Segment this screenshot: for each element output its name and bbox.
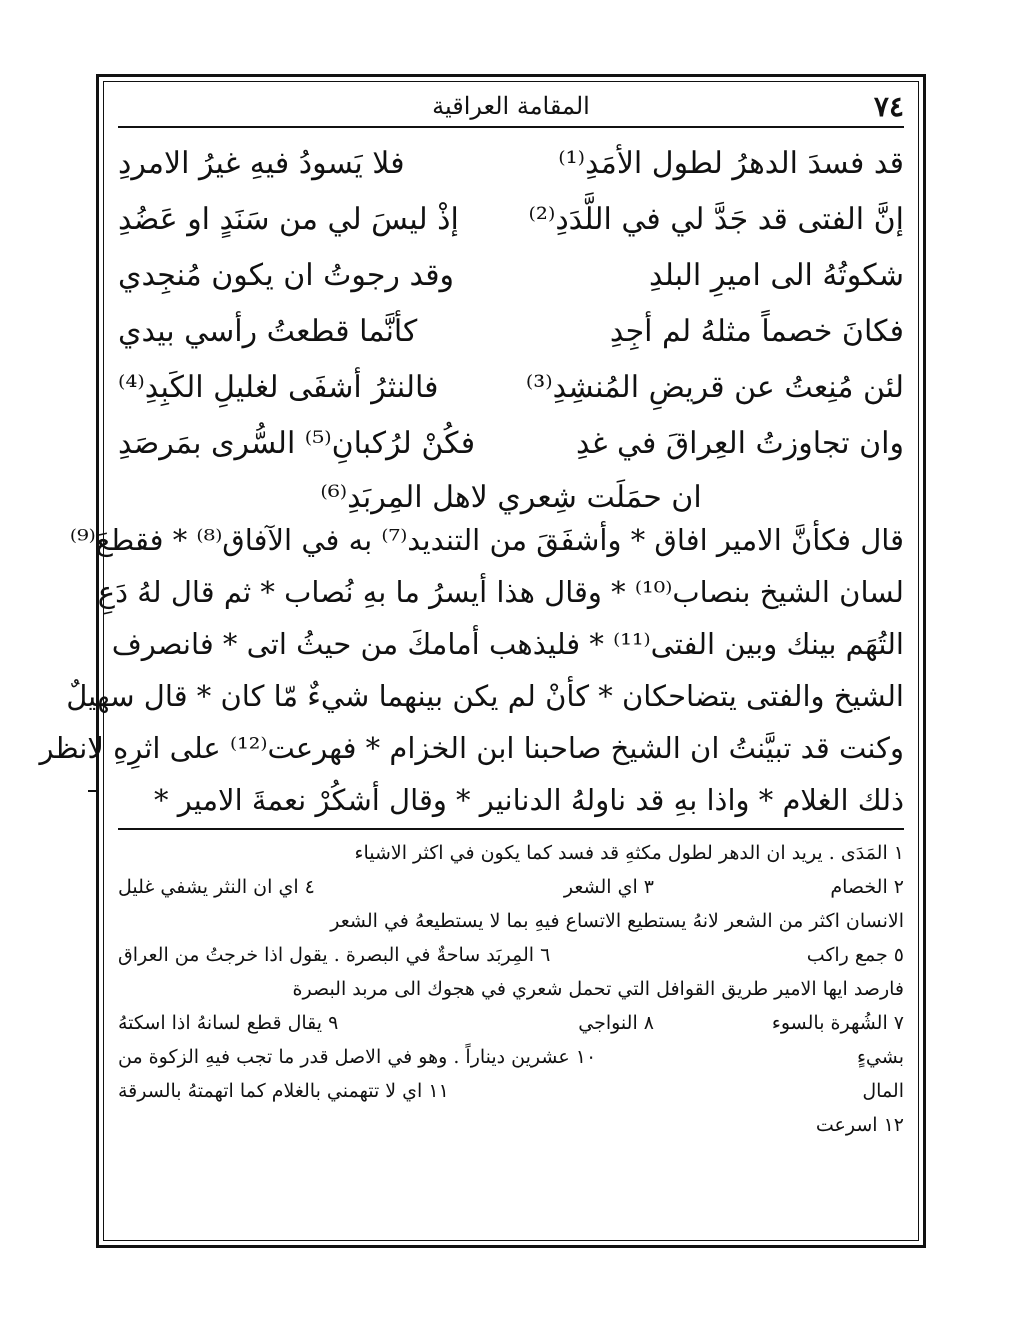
page-header bbox=[118, 84, 904, 128]
verse bbox=[118, 416, 904, 472]
hemistich-first: لئن مُنِعتُ عن قريضِ المُنشِدِ⁽³⁾ bbox=[525, 370, 904, 405]
running-title: المقامة العراقية bbox=[432, 92, 590, 120]
prose-line: التُهَم بينك وبين الفتى⁽¹¹⁾ * فليذهب أمامكَ من حيثُ اتى * فانصرف bbox=[111, 627, 904, 661]
poem bbox=[118, 136, 904, 524]
footnote: ١١ اي لا تتهمني بالغلام كما اتهمتهُ بالسرقة bbox=[118, 1080, 449, 1102]
verse bbox=[118, 304, 904, 360]
footnote: ٥ جمع راكب bbox=[806, 944, 904, 966]
prose-line: ذلك الغلام * واذا بهِ قد ناولهُ الدنانير * وقال أشكُرْ نعمةَ الامير * bbox=[154, 783, 904, 817]
hemistich-second: فلا يَسودُ فيهِ غيرُ الامردِ bbox=[118, 146, 405, 181]
hemistich-second: فكُنْ لرُكبانِ⁽⁵⁾ السُّرى بمَرصَدِ bbox=[118, 426, 476, 461]
hemistich-first: شكوتُهُ الى اميرِ البلدِ bbox=[649, 258, 904, 293]
footnote-line bbox=[118, 972, 904, 1006]
footnote-continuation: الانسان اكثر من الشعر لانهُ يستطيع الاتساع فيهِ بما لا يستطيعهُ في الشعر bbox=[330, 910, 904, 932]
hemistich-first: فكانَ خصماً مثلهُ لم أجِدِ bbox=[609, 314, 904, 349]
final-hemistich: ان حمَلَت شِعري لاهل المِربَدِ⁽⁶⁾ bbox=[320, 480, 702, 515]
footnote-line bbox=[118, 870, 904, 904]
prose-line: وكنت قد تبيَّنتُ ان الشيخ صاحبنا ابن الخزام * فهرعت⁽¹²⁾ على اثرِهِ لانظر bbox=[39, 731, 904, 765]
hemistich-second: فالنثرُ أشفَى لغليلِ الكَبِدِ⁽⁴⁾ bbox=[118, 370, 439, 405]
prose-line: لسان الشيخ بنصاب⁽¹⁰⁾ * وقال هذا أيسرُ ما بهِ نُصاب * ثم قال لهُ دَعِ bbox=[97, 575, 904, 609]
verse bbox=[118, 192, 904, 248]
footnote-line bbox=[118, 1074, 904, 1108]
footnote: ٢ الخصام bbox=[830, 876, 904, 898]
footnote-line bbox=[118, 938, 904, 972]
verse bbox=[118, 248, 904, 304]
footnote-line bbox=[118, 836, 904, 870]
footnotes bbox=[118, 836, 904, 1142]
footnote: ٦ المِربَد ساحةٌ في البصرة . يقول اذا خرجتُ من العراق bbox=[118, 944, 551, 966]
footnote-line bbox=[118, 1006, 904, 1040]
footnote: ٣ اي الشعر bbox=[563, 876, 654, 898]
footnote: ٨ النواجي bbox=[578, 1012, 654, 1034]
hemistich-first: إنَّ الفتى قد جَدَّ لي في اللَّدَدِ⁽²⁾ bbox=[528, 202, 904, 237]
footnote: ١٢ اسرعت bbox=[815, 1114, 904, 1136]
footnote-divider bbox=[118, 828, 904, 830]
book-page bbox=[39, 84, 904, 1234]
footnote-line bbox=[118, 1108, 904, 1142]
hemistich-first: قد فسدَ الدهرُ لطول الأمَدِ⁽¹⁾ bbox=[558, 146, 904, 181]
footnote-line bbox=[118, 904, 904, 938]
prose-line: الشيخ والفتى يتضاحكان * كأنْ لم يكن بينهما شيءٌ مّا كان * قال سهيلٌ bbox=[66, 679, 904, 713]
hemistich-second: وقد رجوتُ ان يكون مُنجِدي bbox=[118, 258, 455, 293]
page-number: ٧٤ bbox=[873, 90, 904, 123]
footnote: ٤ اي ان النثر يشفي غليل bbox=[118, 876, 315, 898]
hemistich-second: كأنَّما قطعتُ رأسي بيدي bbox=[118, 314, 418, 349]
prose-line: قال فكأنَّ الامير افاق * وأشفَقَ من التنديد⁽⁷⁾ به في الآفاق⁽⁸⁾ * فقطعَ⁽⁹⁾ bbox=[69, 523, 904, 557]
footnote-line bbox=[118, 1040, 904, 1074]
verse bbox=[118, 360, 904, 416]
footnote: ٧ الشُهرة بالسوء bbox=[771, 1012, 904, 1034]
footnote-continuation: بشيءٍ bbox=[856, 1046, 904, 1068]
margin-mark bbox=[88, 790, 96, 792]
footnote: ٩ يقال قطع لسانهُ اذا اسكتهُ bbox=[118, 1012, 339, 1034]
prose-paragraph bbox=[39, 514, 904, 826]
footnote-continuation: فارصد ايها الامير طريق القوافل التي تحمل شعري في هجوك الى مربد البصرة bbox=[292, 978, 904, 1000]
hemistich-second: إذْ ليسَ لي من سَنَدٍ او عَضُدِ bbox=[118, 202, 459, 237]
footnote: ١ المَدَى . يريد ان الدهر لطول مكثهِ قد فسد كما يكون في اكثر الاشياء bbox=[354, 842, 904, 864]
verse bbox=[118, 136, 904, 192]
hemistich-first: وان تجاوزتُ العِراقَ في غدِ bbox=[576, 426, 904, 461]
footnote-continuation: المال bbox=[862, 1080, 904, 1102]
footnote: ١٠ عشرين ديناراً . وهو في الاصل قدر ما تجب فيهِ الزكوة من bbox=[118, 1046, 597, 1068]
